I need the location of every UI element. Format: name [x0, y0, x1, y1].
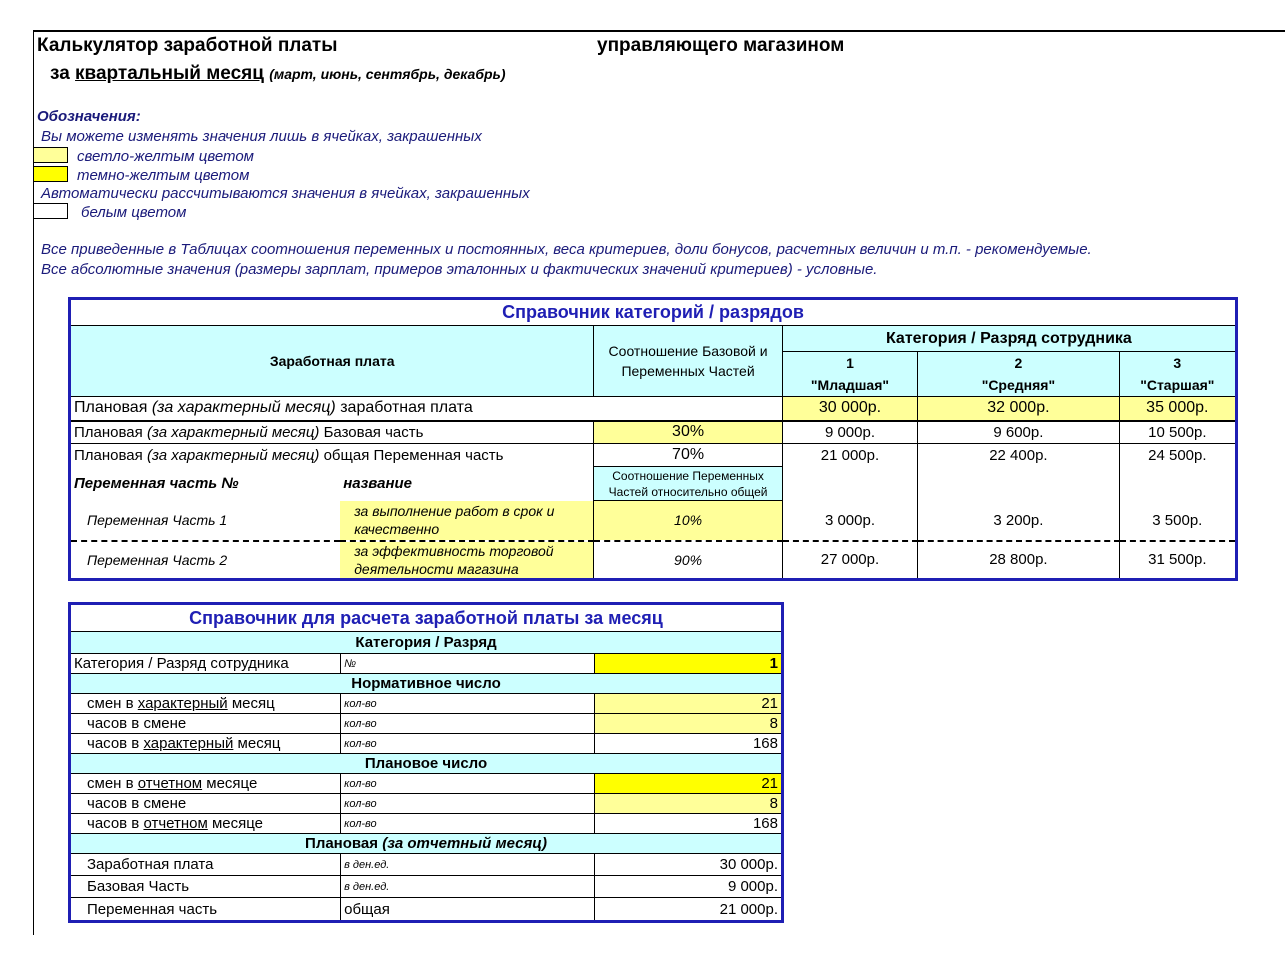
cat-value[interactable]: 1 — [595, 654, 783, 674]
share-header: Соотношение Переменных Частей относительно общей — [594, 467, 782, 501]
page-subtitle: за квартальный месяц (март, июнь, сентябрь, декабрь) — [50, 63, 506, 84]
cat2-base: 9 600р. — [918, 421, 1120, 444]
plan-shifts-label: смен в отчетном месяце — [70, 774, 341, 794]
salary-label: Заработная плата — [70, 854, 341, 876]
norm-hours-label: часов в смене — [70, 714, 341, 734]
base-value: 9 000р. — [595, 876, 783, 898]
var-no-header: Переменная часть № — [70, 467, 341, 501]
cat2-vp2: 28 800р. — [918, 541, 1120, 580]
blank-cell — [1119, 467, 1236, 501]
vp2-share: 90% — [594, 541, 782, 580]
cat2-var: 22 400р. — [918, 444, 1120, 467]
base-ratio[interactable]: 30% — [594, 421, 782, 444]
cat3-plan[interactable]: 35 000р. — [1119, 397, 1236, 421]
cat3-var: 24 500р. — [1119, 444, 1236, 467]
sheet-top-border — [33, 30, 1285, 32]
cat1-vp2: 27 000р. — [782, 541, 917, 580]
cat2-name: "Средняя" — [918, 374, 1120, 397]
base-unit: в ден.ед. — [341, 876, 595, 898]
norm-hours-value[interactable]: 8 — [595, 714, 783, 734]
cat3-vp1: 3 500р. — [1119, 501, 1236, 541]
cat1-var: 21 000р. — [782, 444, 917, 467]
plan-shifts-value[interactable]: 21 — [595, 774, 783, 794]
cat3-base: 10 500р. — [1119, 421, 1236, 444]
base-label: Базовая Часть — [70, 876, 341, 898]
blank-cell — [918, 467, 1120, 501]
legend-line1: Вы можете изменять значения лишь в ячейках, закрашенных — [41, 128, 482, 145]
legend-dark-yellow: темно-желтым цветом — [77, 167, 250, 184]
norm-total-value: 168 — [595, 734, 783, 754]
name-header: название — [340, 467, 594, 501]
plan-total-value: 168 — [595, 814, 783, 834]
vp2-name[interactable]: за эффективность торговой деятельности магазина — [340, 541, 594, 580]
norm-total-label: часов в характерный месяц — [70, 734, 341, 754]
vp2-label: Переменная Часть 2 — [70, 541, 341, 580]
row-plan-label: Плановая (за характерный месяц) заработная плата — [70, 397, 783, 421]
legend-light-yellow: светло-желтым цветом — [77, 148, 254, 165]
var-unit: общая — [341, 898, 595, 922]
legend-white: белым цветом — [81, 204, 187, 221]
legend-heading: Обозначения: — [37, 108, 141, 125]
page-title-right: управляющего магазином — [597, 35, 845, 56]
plan-total-unit: кол-во — [341, 814, 595, 834]
white-swatch — [33, 203, 68, 219]
var-ratio: 70% — [594, 444, 782, 467]
vp1-label: Переменная Часть 1 — [70, 501, 341, 541]
ratio-header: Соотношение Базовой и Переменных Частей — [594, 326, 782, 397]
cat-unit: № — [341, 654, 595, 674]
cat1-vp1: 3 000р. — [782, 501, 917, 541]
table1-title: Справочник категорий / разрядов — [70, 299, 1237, 326]
cat3-num: 3 — [1119, 352, 1236, 374]
var-value: 21 000р. — [595, 898, 783, 922]
plan-shifts-unit: кол-во — [341, 774, 595, 794]
plan-hours-value[interactable]: 8 — [595, 794, 783, 814]
norm-hours-unit: кол-во — [341, 714, 595, 734]
cat1-plan[interactable]: 30 000р. — [782, 397, 917, 421]
light-yellow-swatch — [33, 147, 68, 163]
norm-shifts-label: смен в характерный месяц — [70, 694, 341, 714]
dark-yellow-swatch — [33, 166, 68, 182]
cat1-base: 9 000р. — [782, 421, 917, 444]
vp1-name[interactable]: за выполнение работ в срок и качественно — [340, 501, 594, 541]
section-normative: Нормативное число — [70, 674, 783, 694]
category-header: Категория / Разряд сотрудника — [782, 326, 1236, 352]
legend-note1: Все приведенные в Таблицах соотношения переменных и постоянных, веса критериев, доли бонусов, расчетных величин и т.п. - рекомендуемые. — [41, 241, 1092, 258]
cat1-num: 1 — [782, 352, 917, 374]
cat2-plan[interactable]: 32 000р. — [918, 397, 1120, 421]
page-title: Калькулятор заработной платы — [37, 35, 338, 56]
section-category: Категория / Разряд — [70, 632, 783, 654]
vp1-share[interactable]: 10% — [594, 501, 782, 541]
row-base-label: Плановая (за характерный месяц) Базовая часть — [70, 421, 594, 444]
plan-hours-label: часов в смене — [70, 794, 341, 814]
monthly-calc-table — [68, 602, 784, 923]
section-money: Плановая (за отчетный месяц) — [70, 834, 783, 854]
norm-shifts-value[interactable]: 21 — [595, 694, 783, 714]
salary-header: Заработная плата — [70, 326, 594, 397]
row-var-label: Плановая (за характерный месяц) общая Переменная часть — [70, 444, 594, 467]
var-label: Переменная часть — [70, 898, 341, 922]
norm-shifts-unit: кол-во — [341, 694, 595, 714]
plan-hours-unit: кол-во — [341, 794, 595, 814]
salary-unit: в ден.ед. — [341, 854, 595, 876]
plan-total-label: часов в отчетном месяце — [70, 814, 341, 834]
cat2-num: 2 — [918, 352, 1120, 374]
cat3-name: "Старшая" — [1119, 374, 1236, 397]
norm-total-unit: кол-во — [341, 734, 595, 754]
categories-table — [68, 297, 1238, 581]
cat-label: Категория / Разряд сотрудника — [70, 654, 341, 674]
table2-title: Справочник для расчета заработной платы за месяц — [70, 604, 783, 632]
section-planned: Плановое число — [70, 754, 783, 774]
cat3-vp2: 31 500р. — [1119, 541, 1236, 580]
cat1-name: "Младшая" — [782, 374, 917, 397]
blank-cell — [782, 467, 917, 501]
legend-note2: Все абсолютные значения (размеры зарплат, примеров эталонных и фактических значений критериев) - условные. — [41, 261, 878, 278]
legend-line2: Автоматически рассчитываются значения в ячейках, закрашенных — [41, 185, 530, 202]
cat2-vp1: 3 200р. — [918, 501, 1120, 541]
salary-value: 30 000р. — [595, 854, 783, 876]
